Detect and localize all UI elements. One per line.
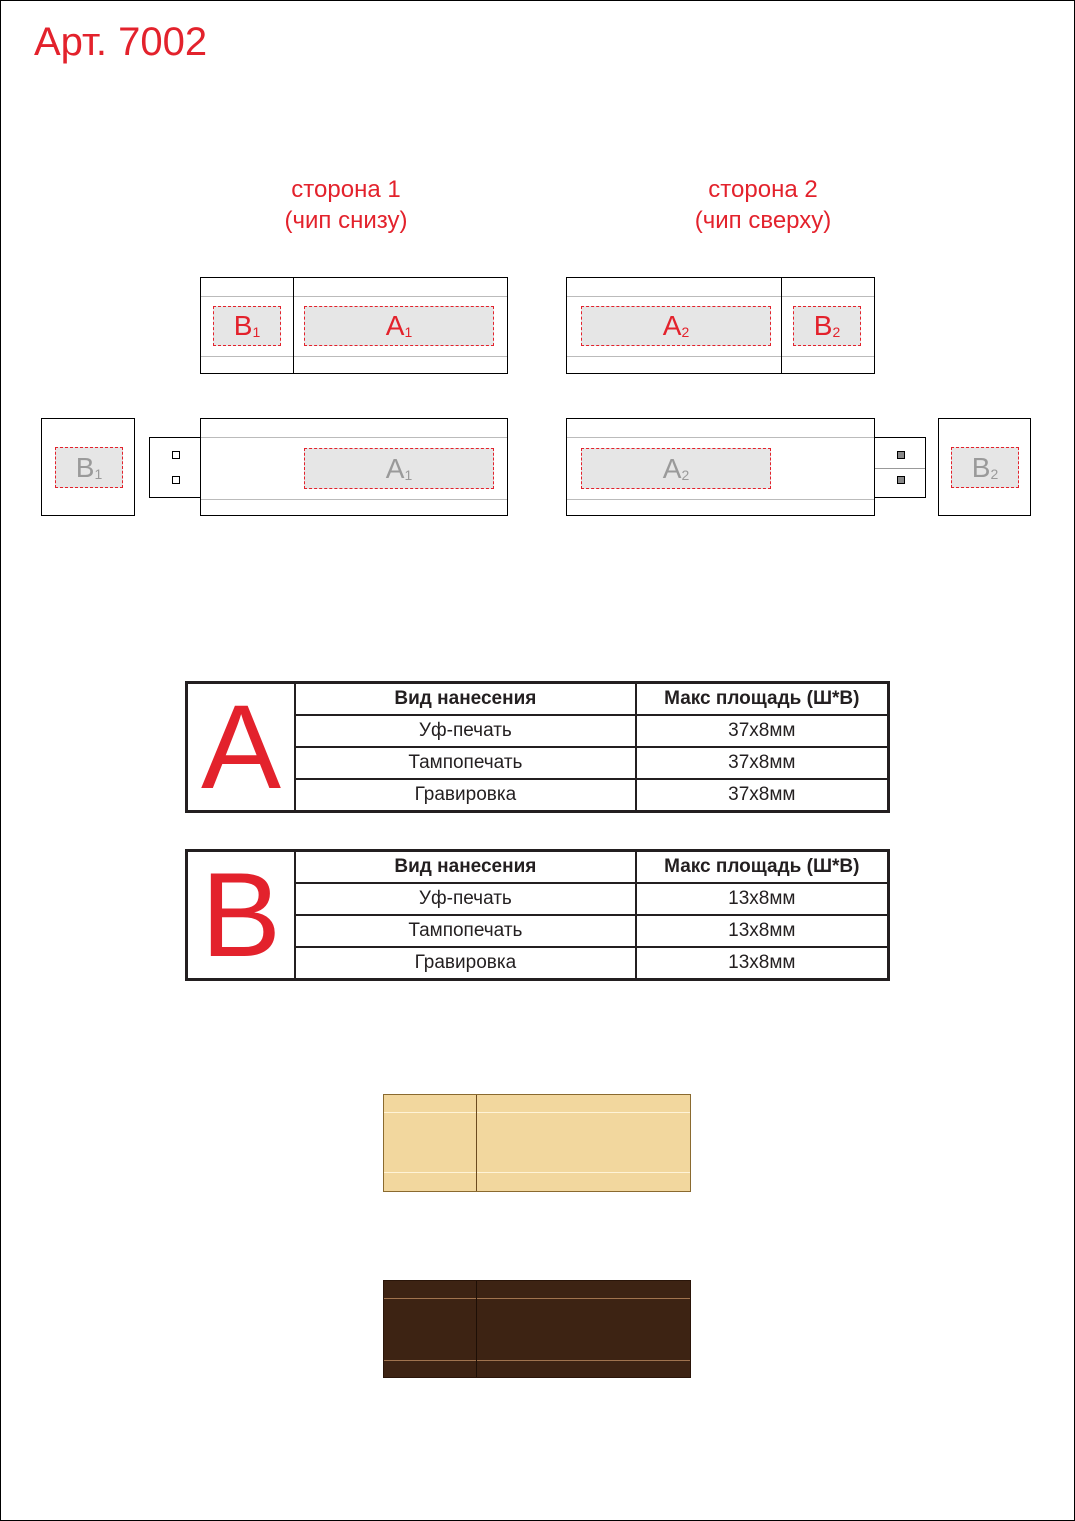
side-1-top-view	[200, 277, 508, 374]
table-b-header-area: Макс площадь (Ш*В)	[636, 851, 889, 884]
body-zone-a2: A 2	[581, 448, 771, 489]
print-zone-a1: A 1	[304, 306, 494, 346]
table-a-method: Гравировка	[295, 779, 635, 812]
print-zone-b2: B 2	[793, 306, 861, 346]
side-2-title: сторона 2	[708, 176, 818, 203]
side-2-label	[633, 174, 893, 236]
table-a-letter: A	[187, 683, 296, 812]
table-a-method: Тампопечать	[295, 747, 635, 779]
table-b-area: 13x8мм	[636, 947, 889, 980]
side-1-subtitle: (чип снизу)	[284, 207, 408, 234]
table-b-method: Гравировка	[295, 947, 635, 980]
table-zone-b	[185, 849, 890, 981]
light-wood-swatch	[383, 1094, 691, 1192]
table-a-area: 37x8мм	[636, 779, 889, 812]
table-b-method: Уф-печать	[295, 883, 635, 915]
table-a-method: Уф-печать	[295, 715, 635, 747]
side-2-usb-connector	[874, 437, 926, 498]
side-1-usb-connector	[149, 437, 202, 498]
side-1-title: сторона 1	[291, 176, 401, 203]
table-b-area: 13x8мм	[636, 915, 889, 947]
table-zone-a	[185, 681, 890, 813]
table-b-area: 13x8мм	[636, 883, 889, 915]
side-2-top-view	[566, 277, 875, 374]
cap-zone-b2: B 2	[951, 447, 1019, 488]
dark-wood-swatch	[383, 1280, 691, 1378]
table-a-area: 37x8мм	[636, 747, 889, 779]
side-2-body	[566, 418, 875, 516]
side-2-cap	[938, 418, 1031, 516]
side-1-cap	[41, 418, 135, 516]
cap-zone-b1: B 1	[55, 447, 123, 488]
side-1-label	[216, 174, 476, 236]
print-zone-a2: A 2	[581, 306, 771, 346]
side-1-body	[200, 418, 508, 516]
table-a-header-method: Вид нанесения	[295, 683, 635, 716]
article-title: Арт. 7002	[34, 20, 208, 64]
table-a-area: 37x8мм	[636, 715, 889, 747]
table-b-method: Тампопечать	[295, 915, 635, 947]
side-2-subtitle: (чип сверху)	[694, 207, 832, 234]
table-b-header-method: Вид нанесения	[295, 851, 635, 884]
table-a-header-area: Макс площадь (Ш*В)	[636, 683, 889, 716]
body-zone-a1: A 1	[304, 448, 494, 489]
table-b-letter: B	[187, 851, 296, 980]
print-zone-b1: B 1	[213, 306, 281, 346]
